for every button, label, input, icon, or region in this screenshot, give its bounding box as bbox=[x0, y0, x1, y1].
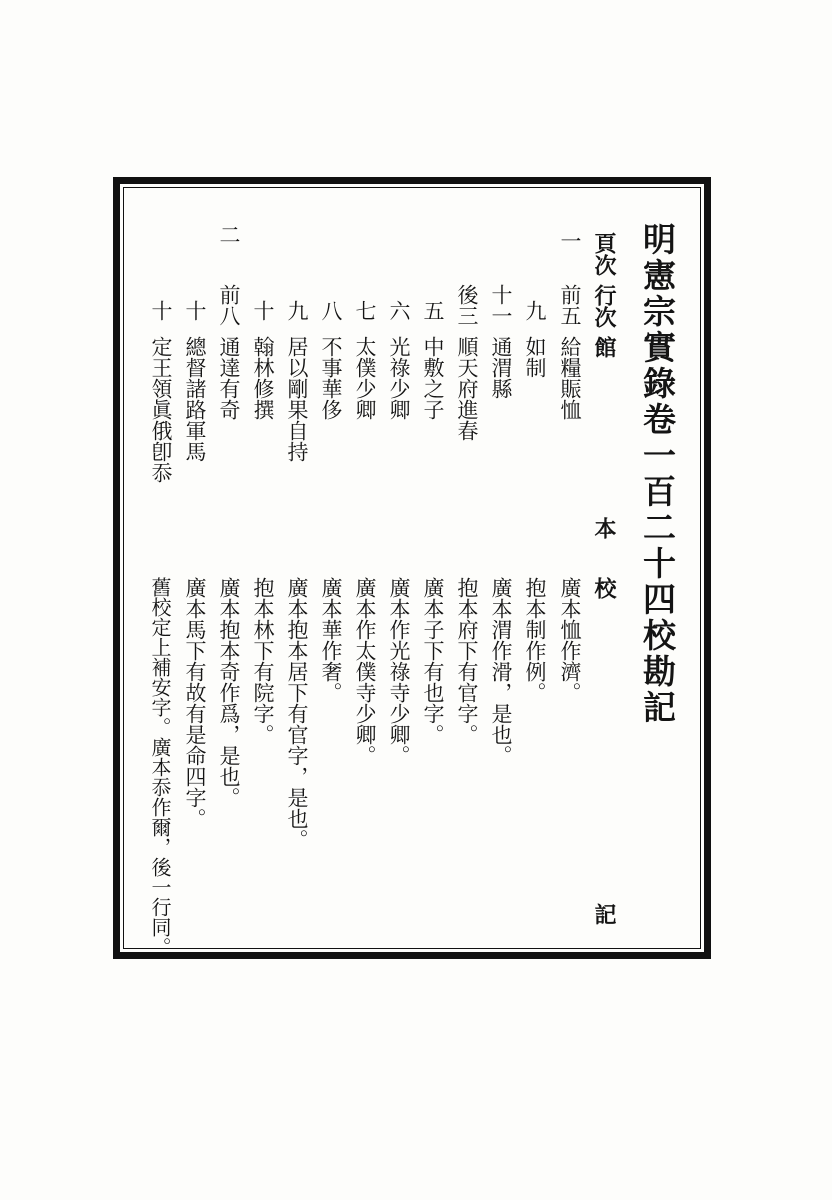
collation-note: 抱本制作例。 bbox=[523, 577, 547, 703]
collation-note: 廣本華作奢。 bbox=[319, 577, 343, 703]
header-page-number: 頁次 bbox=[591, 232, 617, 276]
line-number: 七 bbox=[353, 300, 377, 321]
collation-note: 廣本作光祿寺少卿。 bbox=[387, 577, 411, 766]
header-ben: 本 bbox=[591, 517, 617, 539]
line-number: 前五 bbox=[558, 284, 582, 326]
line-number: 九 bbox=[285, 300, 309, 321]
original-text: 翰林修撰 bbox=[251, 336, 275, 420]
collation-note: 抱本林下有院字。 bbox=[251, 577, 275, 745]
original-text: 居以剛果自持 bbox=[285, 336, 309, 462]
page-title: 明憲宗實錄卷一百二十四校勘記 bbox=[638, 222, 677, 726]
collation-note: 廣本恤作濟。 bbox=[558, 577, 582, 703]
original-text: 定王領眞俄卽忝 bbox=[149, 336, 173, 483]
original-text: 如制 bbox=[523, 336, 547, 378]
line-number: 五 bbox=[421, 300, 445, 321]
line-number: 九 bbox=[523, 300, 547, 321]
collation-note: 抱本府下有官字。 bbox=[455, 577, 479, 745]
collation-note: 廣本馬下有故有是命四字。 bbox=[183, 577, 207, 829]
page-number: 二 bbox=[217, 224, 241, 245]
page-border-frame bbox=[113, 177, 711, 959]
page-number: 一 bbox=[558, 230, 582, 251]
original-text: 總督諸路軍馬 bbox=[183, 336, 207, 462]
collation-note: 廣本作太僕寺少卿。 bbox=[353, 577, 377, 766]
collation-note: 舊校定上補安字。廣本忝作爾，後一行同。 bbox=[148, 577, 172, 957]
original-text: 中敷之子 bbox=[421, 336, 445, 420]
line-number: 十 bbox=[251, 300, 275, 321]
line-number: 前八 bbox=[217, 284, 241, 326]
header-guan: 館 bbox=[591, 336, 617, 358]
collation-note: 廣本抱本奇作爲，是也。 bbox=[217, 577, 241, 808]
header-ji: 記 bbox=[591, 903, 617, 925]
line-number: 後三 bbox=[455, 284, 479, 326]
line-number: 十一 bbox=[489, 284, 513, 326]
original-text: 順天府進春 bbox=[455, 336, 479, 441]
header-jiao: 校 bbox=[591, 577, 617, 599]
header-line-number: 行次 bbox=[591, 284, 617, 328]
line-number: 十 bbox=[183, 300, 207, 321]
collation-note: 廣本渭作滑，是也。 bbox=[489, 577, 513, 766]
collation-note: 廣本子下有也字。 bbox=[421, 577, 445, 745]
line-number: 十 bbox=[149, 300, 173, 321]
collation-note: 廣本抱本居下有官字，是也。 bbox=[285, 577, 309, 850]
line-number: 六 bbox=[387, 300, 411, 321]
original-text: 光祿少卿 bbox=[387, 336, 411, 420]
original-text: 不事華侈 bbox=[319, 336, 343, 420]
original-text: 給糧賑恤 bbox=[558, 336, 582, 420]
original-text: 通渭縣 bbox=[489, 336, 513, 399]
original-text: 通達有奇 bbox=[217, 336, 241, 420]
original-text: 太僕少卿 bbox=[353, 336, 377, 420]
line-number: 八 bbox=[319, 300, 343, 321]
